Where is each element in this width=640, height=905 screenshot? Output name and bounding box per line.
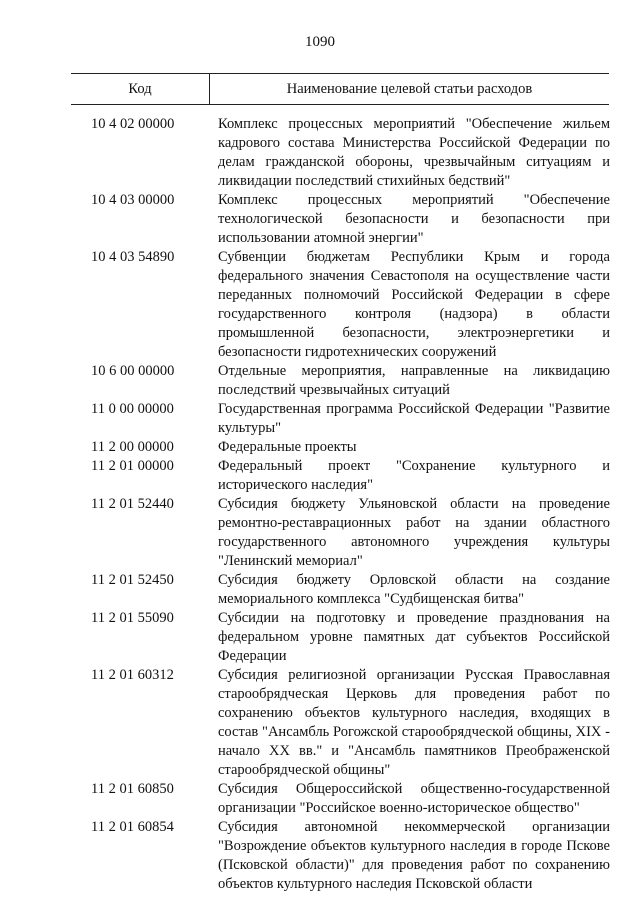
table-row [71,609,619,666]
row-name: Субсидия Общероссийской общественно-государственной организации "Российское военно-историческое общество" [218,781,610,816]
row-name: Комплекс процессных мероприятий "Обеспечение жильем кадрового состава Министерства Российской Федерации по делам гражданской обороны, чрезвычайным ситуациям и ликвидации последствий стихийных бедствий" [218,116,610,189]
page-number: 1090 [305,34,335,50]
table-row [71,362,619,400]
row-code: 11 2 01 52450 [91,572,174,588]
row-code: 11 2 01 00000 [91,458,174,474]
table-row [71,780,619,818]
row-code: 11 2 00 00000 [91,439,174,455]
row-code: 11 2 01 52440 [91,496,174,512]
row-code: 10 4 02 00000 [91,116,175,132]
table-row [71,191,619,248]
row-code: 11 2 01 55090 [91,610,174,626]
row-code: 11 0 00 00000 [91,401,174,417]
row-code: 10 4 03 54890 [91,249,175,265]
table-row [71,438,619,457]
row-code: 10 6 00 00000 [91,363,175,379]
row-name: Субсидия бюджету Ульяновской области на проведение ремонтно-реставрационных работ на здании областного государственного автономного учреждения культуры "Ленинский мемориал" [218,496,610,569]
row-name: Государственная программа Российской Федерации "Развитие культуры" [218,401,610,436]
row-code: 11 2 01 60850 [91,781,174,797]
header-code: Код [71,74,210,104]
row-name: Субвенции бюджетам Республики Крым и города федерального значения Севастополя на осуществление части переданных полномочий Российской Федерации в сфере государственного контроля (надзора) в области промышленной безопасности, электроэнергетики и безопасности гидротехнических сооружений [218,249,610,360]
row-name: Субсидия религиозной организации Русская Православная старообрядческая Церковь для проведения работ по сохранению объектов культурного наследия, входящих в состав "Ансамбль Рогожской старообрядческой общины, XIX - начало XX вв." и "Ансамбль памятников Преображенской старообрядческой общины" [218,667,610,778]
row-name: Субсидия бюджету Орловской области на создание мемориального комплекса "Судбищенская битва" [218,572,610,607]
table-row [71,495,619,571]
row-name: Субсидии на подготовку и проведение празднования на федеральном уровне памятных дат субъектов Российской Федерации [218,610,610,664]
row-name: Отдельные мероприятия, направленные на ликвидацию последствий чрезвычайных ситуаций [218,363,610,398]
table-row [71,666,619,780]
table-body [71,115,619,894]
header-name: Наименование целевой статьи расходов [286,80,533,97]
row-code: 11 2 01 60312 [91,667,174,683]
table-row [71,457,619,495]
row-name: Субсидия автономной некоммерческой организации "Возрождение объектов культурного наследия в городе Пскове (Псковской области)" для проведения работ по сохранению объектов культурного наследия Псковской области [218,819,610,892]
table-row [71,248,619,362]
row-name: Комплекс процессных мероприятий "Обеспечение технологической безопасности и безопасности при использовании атомной энергии" [218,192,610,246]
table-row [71,818,619,894]
table-row [71,115,619,191]
row-name: Федеральный проект "Сохранение культурного и исторического наследия" [218,458,610,493]
table-row [71,571,619,609]
table-header [71,73,609,105]
table-row [71,400,619,438]
row-code: 10 4 03 00000 [91,192,175,208]
row-name: Федеральные проекты [218,439,357,455]
row-code: 11 2 01 60854 [91,819,174,835]
